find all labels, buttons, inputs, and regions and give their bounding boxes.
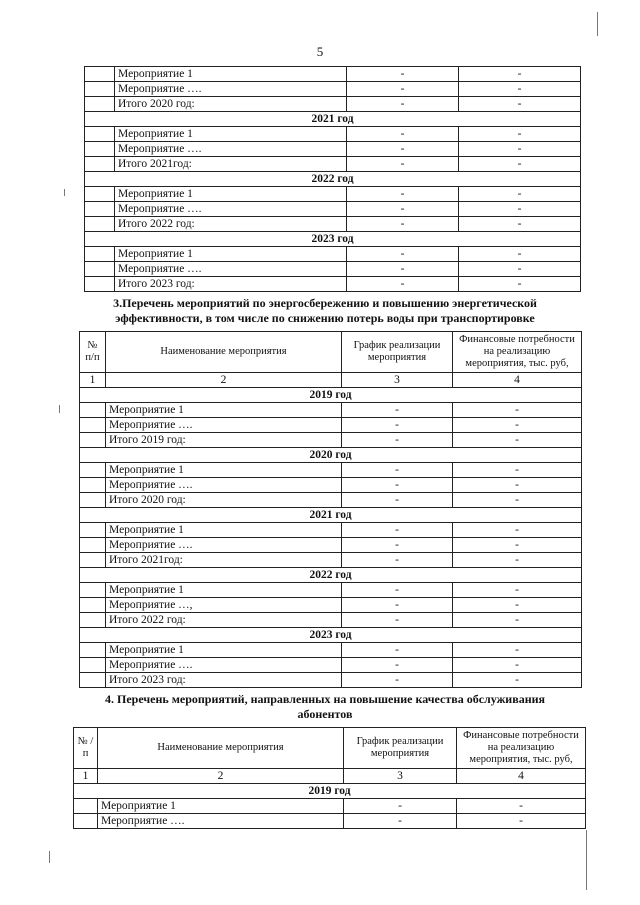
year-row: [80, 448, 582, 463]
schedule-cell: -: [347, 82, 459, 97]
total-row: [85, 217, 581, 232]
page-number: 5: [316, 44, 324, 59]
finance-cell: -: [459, 97, 581, 112]
row-number-cell: [80, 538, 106, 553]
section4-title-line1: 4. Перечень мероприятий, направленных на повышение качества обслуживания: [104, 692, 546, 706]
schedule-cell: -: [347, 67, 459, 82]
activity-name-cell: Итого 2020 год:: [106, 493, 342, 508]
scan-mark-left-1: [64, 189, 65, 196]
header-schedule: График реализации мероприятия: [344, 728, 457, 769]
header-name: Наименование мероприятия: [106, 332, 342, 373]
row-number-cell: [80, 583, 106, 598]
column-index-row: [74, 769, 586, 784]
row-number-cell: [80, 643, 106, 658]
total-row: [80, 673, 582, 688]
table-section4: [73, 727, 586, 829]
schedule-cell: -: [347, 202, 459, 217]
column-index-cell: 1: [80, 373, 106, 388]
finance-cell: -: [459, 142, 581, 157]
total-row: [85, 157, 581, 172]
column-index-cell: 4: [457, 769, 586, 784]
table-row: [85, 202, 581, 217]
year-row: [85, 172, 581, 187]
activity-name-cell: Мероприятие 1: [115, 247, 347, 262]
header-name: Наименование мероприятия: [98, 728, 344, 769]
table-section4-body: [74, 728, 586, 829]
activity-name-cell: Мероприятие 1: [115, 67, 347, 82]
year-heading: 2019 год: [74, 784, 586, 799]
table-row: [74, 799, 586, 814]
row-number-cell: [85, 142, 115, 157]
activity-name-cell: Мероприятие ….: [106, 658, 342, 673]
finance-cell: -: [459, 127, 581, 142]
activity-name-cell: Мероприятие ….: [115, 202, 347, 217]
schedule-cell: -: [342, 613, 453, 628]
row-number-cell: [80, 478, 106, 493]
row-number-cell: [80, 493, 106, 508]
schedule-cell: -: [347, 97, 459, 112]
row-number-cell: [85, 187, 115, 202]
year-heading: 2022 год: [80, 568, 582, 583]
finance-cell: -: [459, 187, 581, 202]
finance-cell: -: [453, 433, 582, 448]
table-row: [80, 403, 582, 418]
table-row: [80, 583, 582, 598]
schedule-cell: -: [347, 187, 459, 202]
total-row: [85, 277, 581, 292]
total-row: [80, 433, 582, 448]
schedule-cell: -: [344, 814, 457, 829]
row-number-cell: [85, 97, 115, 112]
year-row: [80, 628, 582, 643]
column-index-cell: 2: [106, 373, 342, 388]
finance-cell: -: [459, 247, 581, 262]
section3-title: [60, 296, 590, 326]
finance-cell: -: [459, 157, 581, 172]
schedule-cell: -: [347, 127, 459, 142]
scan-mark-right-top: [597, 12, 598, 36]
schedule-cell: -: [347, 262, 459, 277]
finance-cell: -: [453, 418, 582, 433]
schedule-cell: -: [342, 598, 453, 613]
row-number-cell: [80, 523, 106, 538]
activity-name-cell: Мероприятие ….: [115, 262, 347, 277]
column-index-cell: 2: [98, 769, 344, 784]
table-row: [85, 127, 581, 142]
schedule-cell: -: [347, 247, 459, 262]
year-row: [74, 784, 586, 799]
year-row: [85, 232, 581, 247]
column-index-cell: 3: [342, 373, 453, 388]
year-heading: 2023 год: [85, 232, 581, 247]
row-number-cell: [85, 127, 115, 142]
activity-name-cell: Итого 2022 год:: [106, 613, 342, 628]
row-number-cell: [85, 277, 115, 292]
row-number-cell: [85, 67, 115, 82]
year-heading: 2023 год: [80, 628, 582, 643]
finance-cell: -: [453, 403, 582, 418]
table-row: [85, 187, 581, 202]
header-schedule: График реализации мероприятия: [342, 332, 453, 373]
activity-name-cell: Итого 2021год:: [115, 157, 347, 172]
activity-name-cell: Мероприятие 1: [106, 463, 342, 478]
activity-name-cell: Мероприятие 1: [106, 583, 342, 598]
row-number-cell: [85, 202, 115, 217]
row-number-cell: [85, 247, 115, 262]
section3-title-line1: 3.Перечень мероприятий по энергосбережению и повышению энергетической: [113, 296, 537, 310]
year-heading: 2019 год: [80, 388, 582, 403]
finance-cell: -: [459, 277, 581, 292]
schedule-cell: -: [342, 433, 453, 448]
table-row: [80, 463, 582, 478]
finance-cell: -: [453, 463, 582, 478]
schedule-cell: -: [342, 493, 453, 508]
row-number-cell: [80, 433, 106, 448]
row-number-cell: [80, 598, 106, 613]
column-index-row: [80, 373, 582, 388]
year-heading: 2020 год: [80, 448, 582, 463]
row-number-cell: [80, 463, 106, 478]
schedule-cell: -: [344, 799, 457, 814]
table-row: [80, 658, 582, 673]
finance-cell: -: [453, 658, 582, 673]
activity-name-cell: Мероприятие 1: [106, 643, 342, 658]
header-num: № /п: [74, 728, 98, 769]
scan-mark-right-bottom: [586, 830, 587, 890]
column-index-cell: 3: [344, 769, 457, 784]
column-index-cell: 4: [453, 373, 582, 388]
year-row: [80, 568, 582, 583]
finance-cell: -: [459, 202, 581, 217]
table-top-body: [85, 67, 581, 292]
activity-name-cell: Итого 2023 год:: [115, 277, 347, 292]
row-number-cell: [80, 613, 106, 628]
schedule-cell: -: [347, 217, 459, 232]
finance-cell: -: [453, 673, 582, 688]
total-row: [80, 613, 582, 628]
section4-title: [60, 692, 590, 722]
finance-cell: -: [459, 262, 581, 277]
activity-name-cell: Мероприятие 1: [98, 799, 344, 814]
table-section3: [79, 331, 582, 688]
row-number-cell: [80, 658, 106, 673]
schedule-cell: -: [342, 673, 453, 688]
table-row: [80, 598, 582, 613]
activity-name-cell: Мероприятие ….: [115, 142, 347, 157]
activity-name-cell: Мероприятие ….: [106, 418, 342, 433]
table-row: [80, 538, 582, 553]
row-number-cell: [85, 262, 115, 277]
activity-name-cell: Итого 2019 год:: [106, 433, 342, 448]
activity-name-cell: Итого 2020 год:: [115, 97, 347, 112]
schedule-cell: -: [342, 463, 453, 478]
schedule-cell: -: [342, 538, 453, 553]
total-row: [85, 97, 581, 112]
table-row: [85, 142, 581, 157]
table-section3-body: [80, 332, 582, 688]
schedule-cell: -: [342, 658, 453, 673]
finance-cell: -: [459, 217, 581, 232]
finance-cell: -: [453, 538, 582, 553]
schedule-cell: -: [342, 403, 453, 418]
finance-cell: -: [453, 598, 582, 613]
table-row: [80, 418, 582, 433]
activity-name-cell: Итого 2021год:: [106, 553, 342, 568]
header-finance: Финансовые потребности на реализацию мероприятия, тыс. руб,: [453, 332, 582, 373]
schedule-cell: -: [347, 277, 459, 292]
row-number-cell: [85, 82, 115, 97]
activity-name-cell: Мероприятие ….: [115, 82, 347, 97]
table-row: [80, 478, 582, 493]
finance-cell: -: [453, 583, 582, 598]
schedule-cell: -: [342, 643, 453, 658]
row-number-cell: [80, 418, 106, 433]
table-header-row: [80, 332, 582, 373]
activity-name-cell: Мероприятие ….: [106, 538, 342, 553]
schedule-cell: -: [347, 157, 459, 172]
table-header-row: [74, 728, 586, 769]
activity-name-cell: Мероприятие 1: [115, 187, 347, 202]
section4-title-line2: абонентов: [297, 707, 353, 721]
year-heading: 2022 год: [85, 172, 581, 187]
schedule-cell: -: [347, 142, 459, 157]
total-row: [80, 493, 582, 508]
schedule-cell: -: [342, 553, 453, 568]
row-number-cell: [85, 217, 115, 232]
row-number-cell: [80, 673, 106, 688]
finance-cell: -: [453, 643, 582, 658]
finance-cell: -: [457, 814, 586, 829]
year-heading: 2021 год: [85, 112, 581, 127]
finance-cell: -: [453, 523, 582, 538]
year-row: [80, 508, 582, 523]
row-number-cell: [80, 553, 106, 568]
total-row: [80, 553, 582, 568]
table-row: [74, 814, 586, 829]
activity-name-cell: Мероприятие 1: [115, 127, 347, 142]
year-row: [85, 112, 581, 127]
scan-mark-left-3: [49, 851, 50, 863]
row-number-cell: [74, 799, 98, 814]
schedule-cell: -: [342, 583, 453, 598]
row-number-cell: [80, 403, 106, 418]
header-finance: Финансовые потребности на реализацию мероприятия, тыс. руб,: [457, 728, 586, 769]
section3-title-line2: эффективности, в том числе по снижению потерь воды при транспортировке: [115, 311, 535, 325]
table-row: [80, 643, 582, 658]
row-number-cell: [74, 814, 98, 829]
year-row: [80, 388, 582, 403]
schedule-cell: -: [342, 523, 453, 538]
activity-name-cell: Мероприятие ….: [106, 478, 342, 493]
finance-cell: -: [453, 478, 582, 493]
finance-cell: -: [453, 493, 582, 508]
schedule-cell: -: [342, 418, 453, 433]
row-number-cell: [85, 157, 115, 172]
activity-name-cell: Мероприятие 1: [106, 403, 342, 418]
header-num: № п/п: [80, 332, 106, 373]
activity-name-cell: Итого 2023 год:: [106, 673, 342, 688]
table-row: [80, 523, 582, 538]
table-row: [85, 67, 581, 82]
activity-name-cell: Итого 2022 год:: [115, 217, 347, 232]
table-row: [85, 247, 581, 262]
table-row: [85, 82, 581, 97]
finance-cell: -: [459, 67, 581, 82]
finance-cell: -: [457, 799, 586, 814]
finance-cell: -: [453, 613, 582, 628]
table-row: [85, 262, 581, 277]
table-top-continuation: [84, 66, 581, 292]
activity-name-cell: Мероприятие ….: [98, 814, 344, 829]
schedule-cell: -: [342, 478, 453, 493]
year-heading: 2021 год: [80, 508, 582, 523]
column-index-cell: 1: [74, 769, 98, 784]
activity-name-cell: Мероприятие …,: [106, 598, 342, 613]
activity-name-cell: Мероприятие 1: [106, 523, 342, 538]
finance-cell: -: [453, 553, 582, 568]
finance-cell: -: [459, 82, 581, 97]
scan-mark-left-2: [59, 405, 60, 413]
